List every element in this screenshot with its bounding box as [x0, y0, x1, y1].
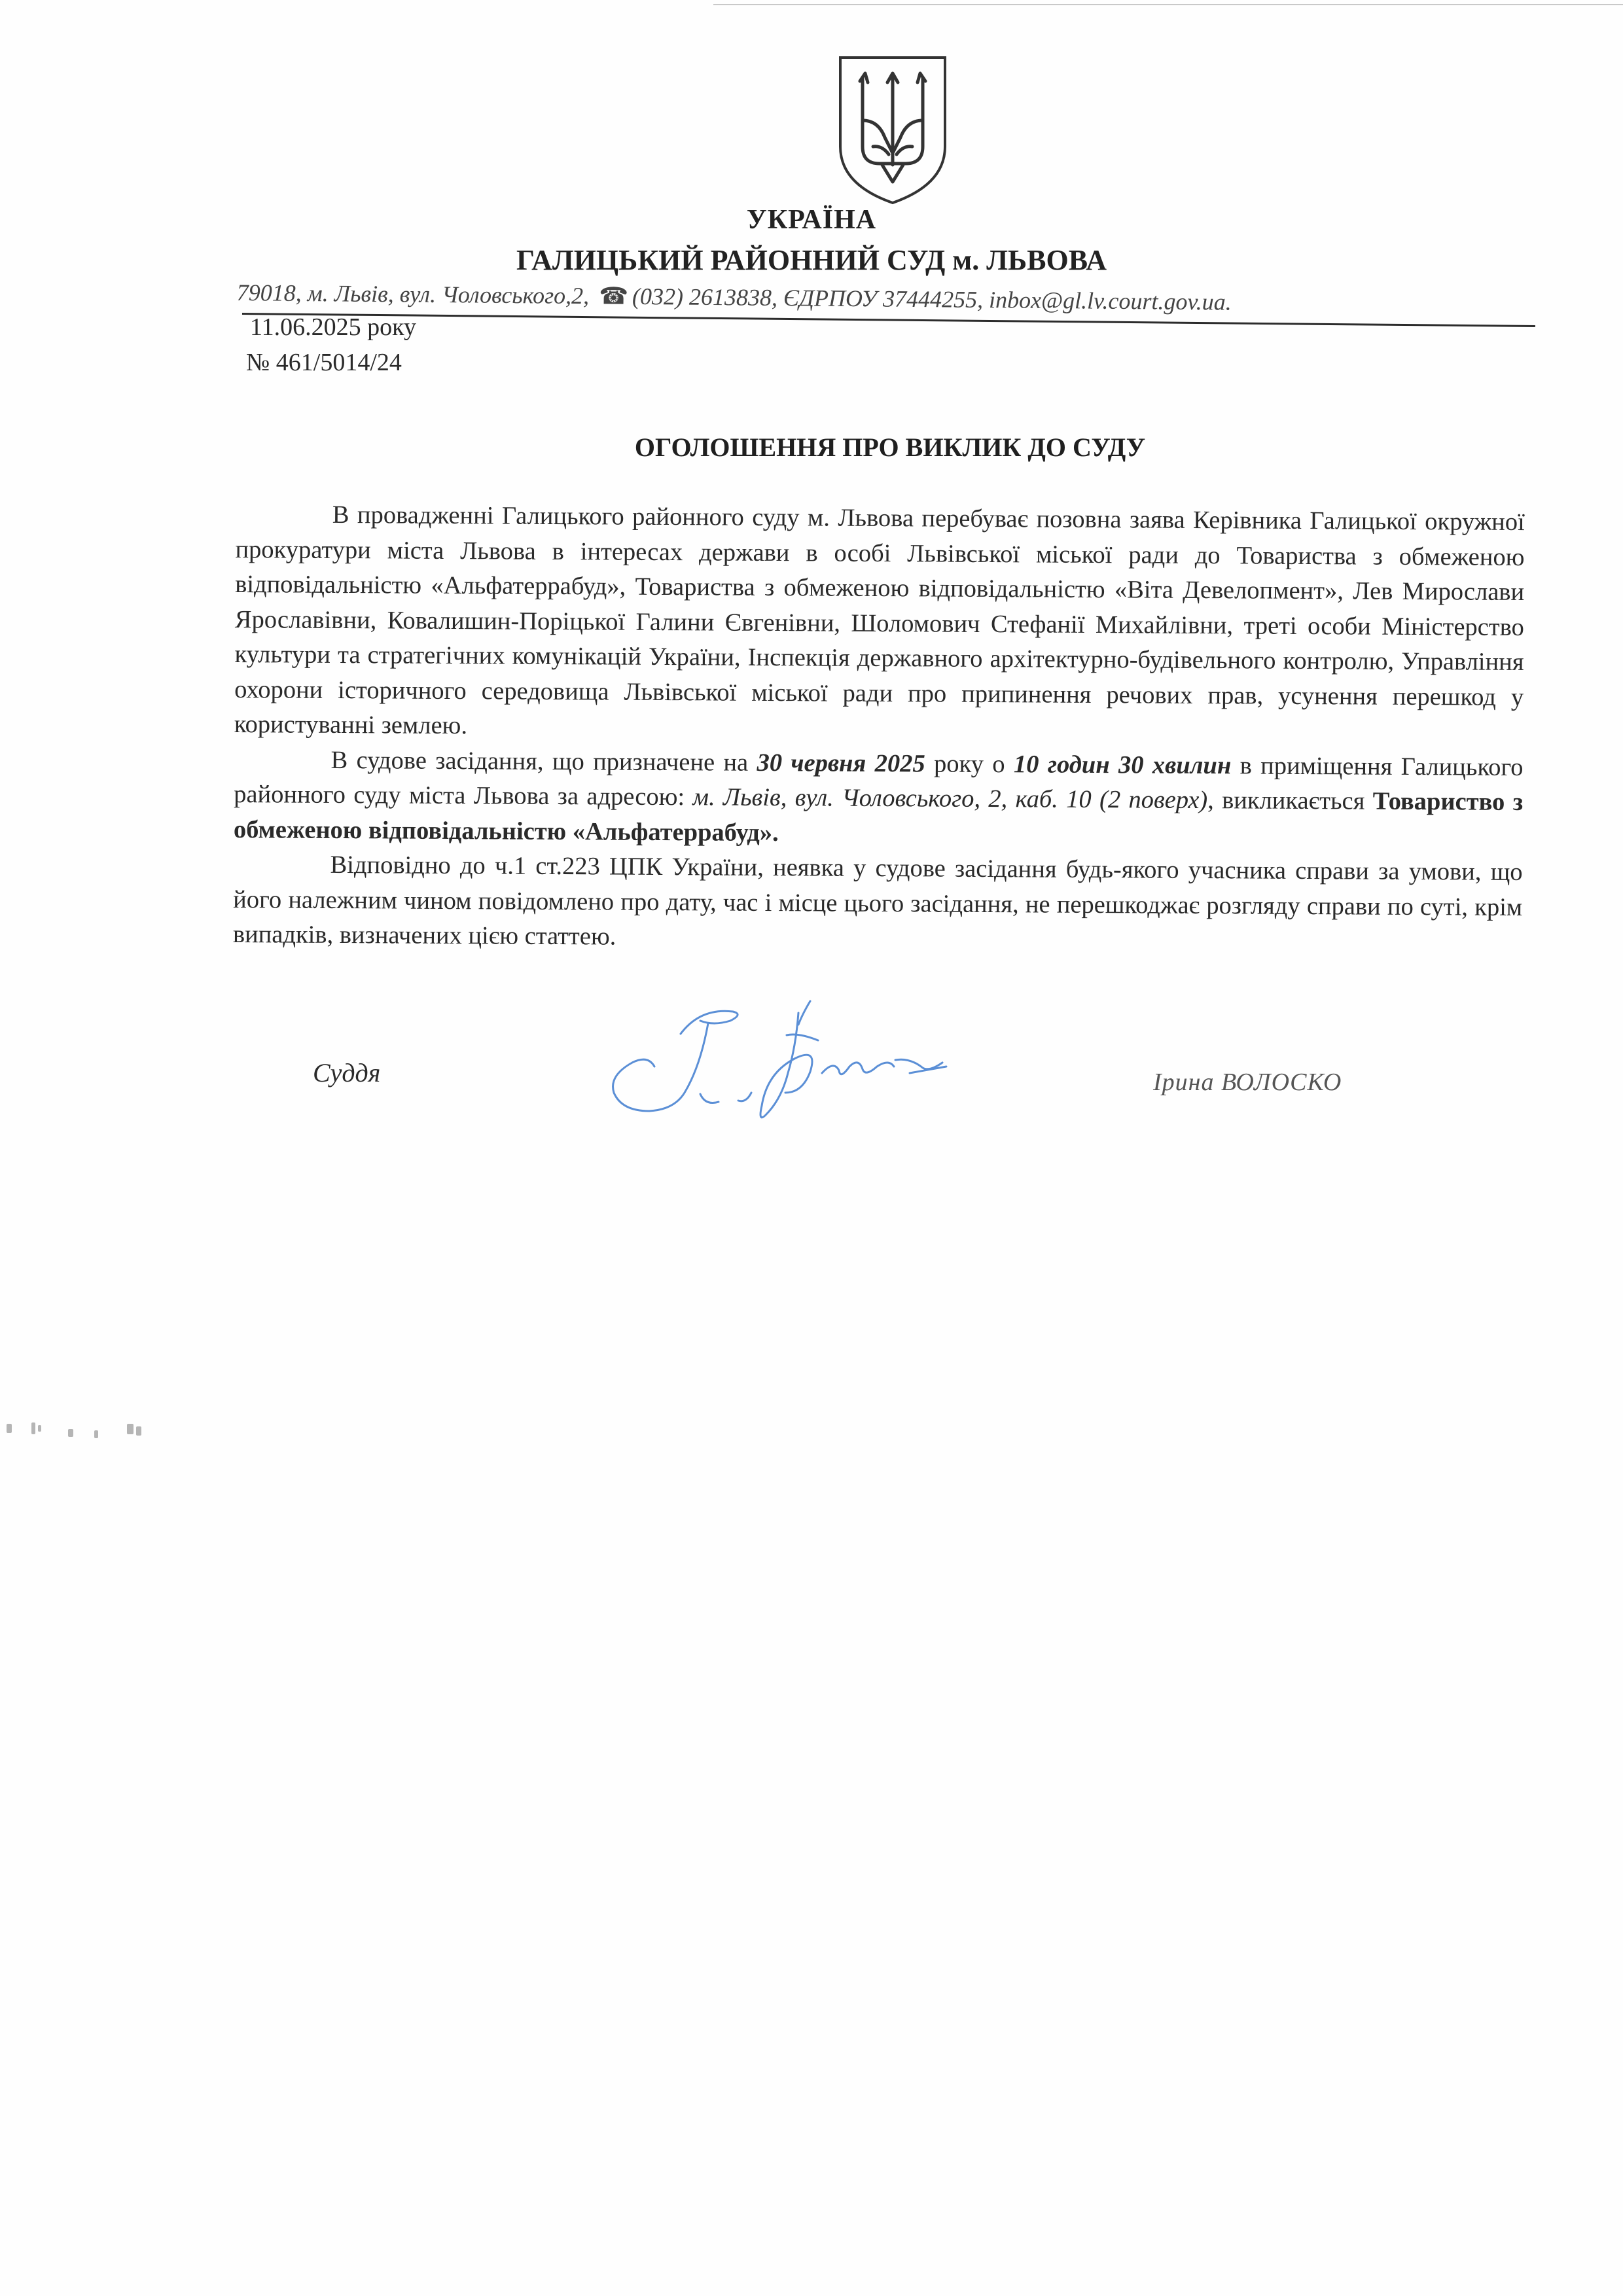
hearing-text-1: В судове засідання, що призначене на	[330, 746, 757, 777]
country-heading: УКРАЇНА	[746, 205, 877, 235]
scan-edge-line	[713, 4, 1623, 5]
summoned-party: Товариство з обмеженою відповідальністю «Альфатеррабуд».	[233, 787, 1524, 847]
court-name: ГАЛИЦЬКИЙ РАЙОННИЙ СУД м. ЛЬВОВА	[516, 244, 1107, 276]
hearing-text-2: року о	[925, 749, 1014, 778]
document-date: 11.06.2025 року	[250, 313, 417, 341]
hearing-time: 10 годин 30 хвилин	[1013, 750, 1232, 779]
hearing-date: 30 червня 2025	[757, 749, 925, 777]
signature-block	[0, 995, 1623, 1152]
judge-name: Ірина ВОЛОСКО	[1153, 1069, 1342, 1096]
signer-role: Суддя	[313, 1058, 381, 1087]
handwritten-signature	[602, 995, 955, 1145]
paragraph-claim: В провадженні Галицького районного суду м. Львова перебуває позовна заява Керівника Галицької окружної прокуратури міста Львова в інтересах держави в особі Львівської міської ради до Товариства з обмеженою відповідальністю «Альфатеррабуд», Товариства з обмеженою відповідальністю «Віта Девелопмент», Лев Мирослави Ярославівни, Ковалишин-Поріцької Галини Євгенівни, Шоломович Стефанії Михайлівни, треті особи Міністерство культури та стратегічних комунікацій України, Інспекція державного архітектурно-будівельного контролю, Управління охорони історичного середовища Львівської міської ради про припинення речових прав, усунення перешкод у користуванні землею.	[234, 501, 1525, 740]
telephone-icon: ☎	[598, 283, 629, 309]
hearing-address: м. Львів, вул. Чоловського, 2, каб. 10 (2 поверх)	[692, 783, 1208, 815]
hearing-text-4: , викликається	[1207, 786, 1373, 815]
address-contacts: (032) 2613838, ЄДРПОУ 37444255, inbox@gl.lv.court.gov.ua.	[632, 283, 1232, 315]
paragraph-hearing	[234, 742, 1524, 855]
scan-artifact	[5, 1417, 156, 1443]
hearing-text-3: в приміщення Галицького районного суду міста Львова за адресою:	[234, 751, 1524, 811]
notice-body	[233, 497, 1525, 961]
address-street: 79018, м. Львів, вул. Чоловського,2,	[236, 279, 590, 309]
court-address	[237, 279, 1520, 319]
paragraph-law: Відповідно до ч.1 ст.223 ЦПК України, неявка у судове засідання будь-якого учасника справи за умови, що його належним чином повідомлено про дату, час і місце цього засідання, не перешкоджає розгляду справи по суті, крім випадків, визначених цією статтею.	[232, 851, 1523, 951]
case-number: № 461/5014/24	[246, 349, 402, 376]
document-title: ОГОЛОШЕННЯ ПРО ВИКЛИК ДО СУДУ	[634, 433, 1146, 462]
ukraine-trident-icon	[836, 48, 949, 205]
